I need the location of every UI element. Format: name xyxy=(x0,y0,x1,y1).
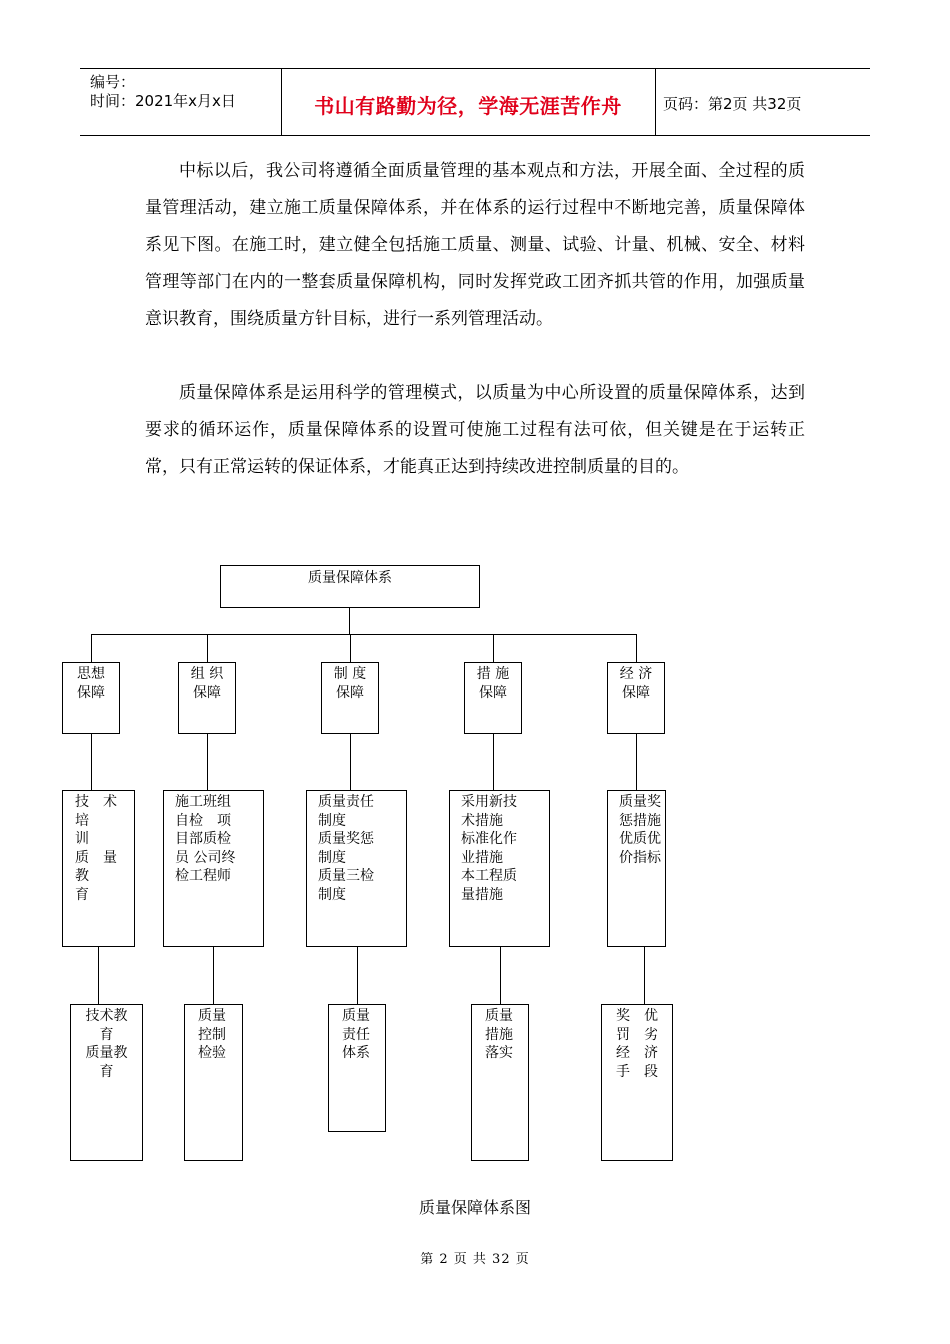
diagram-caption: 质量保障体系图 xyxy=(418,1198,531,1217)
diagram-level2-box-1-line: 技 术 xyxy=(75,794,117,810)
diagram-level2-box-2-line: 自检 项 xyxy=(175,812,231,829)
diagram-level3-box-1 xyxy=(70,1004,143,1161)
diagram-level3-box-1-line: 育 xyxy=(99,1026,114,1043)
diagram-branch-drop-4 xyxy=(493,634,494,662)
body-paragraph-1: 中标以后，我公司将遵循全面质量管理的基本观点和方法，开展全面、全过程的质量管理活动，建立施工质量保障体系，并在体系的运行过程中不断地完善，质量保障体系见下图。在施工时，建立健全包括施工质量、测量、试验、计量、机械、安全、材料管理等部门在内的一整套质量保障机构，同时发挥党政工团齐抓共管的作用，加强质量意识教育，围绕质量方针目标，进行一系列管理活动。 xyxy=(145,161,805,329)
diagram-level3-box-5-line: 经 济 xyxy=(616,1045,658,1061)
diagram-level2-box-4-line: 采用新技 xyxy=(461,794,517,810)
diagram-level3-box-1-line: 育 xyxy=(99,1063,114,1080)
diagram-level1-box-3-line: 制 度 xyxy=(333,666,367,682)
diagram-level1-to-level2-5 xyxy=(636,734,637,790)
diagram-level2-box-4-line: 标准化作 xyxy=(461,831,517,847)
diagram-level1-box-4-line: 保障 xyxy=(479,684,507,701)
page-footer: 第 2 页 共 32 页 xyxy=(420,1252,530,1267)
diagram-level1-box-4-line: 措 施 xyxy=(476,666,510,682)
diagram-level1-box-2 xyxy=(178,662,236,734)
diagram-level3-box-4-line: 措施 xyxy=(485,1026,513,1043)
diagram-level2-box-1-line: 训 xyxy=(75,831,89,847)
diagram-level3-box-1-line: 质量教 xyxy=(85,1045,128,1061)
header-page-label: 页码：第2页 共32页 xyxy=(663,95,802,113)
diagram-level3-box-3-line: 体系 xyxy=(342,1045,370,1061)
diagram-level3-box-2 xyxy=(184,1004,243,1161)
diagram-level2-box-3-line: 质量三检 xyxy=(318,868,374,884)
diagram-level1-box-4 xyxy=(464,662,522,734)
diagram-level3-box-2-line: 检验 xyxy=(198,1045,226,1061)
diagram-level2-box-3-line: 质量奖惩 xyxy=(318,831,374,847)
diagram-level2-box-1 xyxy=(62,790,135,947)
diagram-branch-drop-2 xyxy=(207,634,208,662)
diagram-level3-box-4 xyxy=(471,1004,529,1161)
diagram-level2-box-2-line: 施工班组 xyxy=(175,794,231,810)
diagram-level3-box-5 xyxy=(601,1004,673,1161)
diagram-level2-box-2 xyxy=(163,790,264,947)
diagram-level1-box-1 xyxy=(62,662,120,734)
diagram-level1-box-3 xyxy=(321,662,379,734)
diagram-level3-box-3 xyxy=(328,1004,386,1132)
diagram-level3-box-5-line: 手 段 xyxy=(616,1063,658,1080)
diagram-level1-box-2-line: 组 织 xyxy=(190,666,224,682)
header-top-rule xyxy=(80,68,870,69)
diagram-horizontal-bus xyxy=(91,634,637,635)
diagram-level1-box-5 xyxy=(607,662,665,734)
diagram-level2-to-level3-3 xyxy=(357,947,358,1004)
diagram-level1-box-1-line: 保障 xyxy=(77,684,105,701)
header-divider-right xyxy=(655,68,656,136)
diagram-level2-box-5-line: 惩措施 xyxy=(619,812,661,829)
diagram-level3-box-2-line: 质量 xyxy=(198,1008,226,1024)
diagram-level2-box-3-line: 制度 xyxy=(318,812,346,829)
diagram-level2-box-3-line: 质量责任 xyxy=(318,794,374,810)
diagram-level2-box-1-line: 教 xyxy=(75,868,89,884)
header-motto: 书山有路勤为径，学海无涯苦作舟 xyxy=(314,94,622,118)
diagram-level3-box-2-line: 控制 xyxy=(198,1026,226,1043)
diagram-root-connector xyxy=(349,608,350,635)
diagram-level2-box-5-line: 质量奖 xyxy=(619,794,661,810)
diagram-level3-box-5-line: 奖 优 xyxy=(616,1008,658,1024)
header-bottom-rule xyxy=(80,135,870,136)
diagram-level2-box-3-line: 制度 xyxy=(318,886,346,903)
diagram-level3-box-5-line: 罚 劣 xyxy=(616,1026,658,1043)
diagram-level3-box-4-line: 质量 xyxy=(485,1008,513,1024)
diagram-branch-drop-1 xyxy=(91,634,92,662)
diagram-level2-box-5-line: 优质优 xyxy=(619,831,661,847)
diagram-level2-box-3 xyxy=(306,790,407,947)
diagram-level1-box-3-line: 保障 xyxy=(336,684,364,701)
diagram-level2-box-4-line: 术措施 xyxy=(461,812,503,829)
diagram-level1-to-level2-1 xyxy=(91,734,92,790)
diagram-level3-box-4-line: 落实 xyxy=(485,1045,513,1061)
diagram-level2-box-3-line: 制度 xyxy=(318,849,346,866)
diagram-level2-to-level3-2 xyxy=(213,947,214,1004)
diagram-level2-to-level3-4 xyxy=(500,947,501,1004)
diagram-level2-box-4 xyxy=(449,790,550,947)
body-paragraph-2: 质量保障体系是运用科学的管理模式，以质量为中心所设置的质量保障体系，达到要求的循环运作，质量保障体系的设置可使施工过程有法可依，但关键是在于运转正常，只有正常运转的保证体系，才能真正达到持续改进控制质量的目的。 xyxy=(145,383,805,477)
diagram-level1-box-2-line: 保障 xyxy=(193,684,221,701)
diagram-level3-box-3-line: 质量 xyxy=(342,1008,370,1024)
diagram-level2-box-4-line: 本工程质 xyxy=(461,868,517,884)
diagram-level1-to-level2-2 xyxy=(207,734,208,790)
diagram-branch-drop-3 xyxy=(350,634,351,662)
diagram-level2-box-1-line: 育 xyxy=(75,886,89,903)
diagram-level2-box-2-line: 检工程师 xyxy=(175,868,231,884)
header-time-label: 时间：2021年x月x日 xyxy=(90,92,236,110)
diagram-level2-box-4-line: 量措施 xyxy=(461,886,503,903)
diagram-level2-box-1-line: 质 量 xyxy=(75,849,117,866)
diagram-level2-to-level3-5 xyxy=(644,947,645,1004)
header-number-label: 编号： xyxy=(90,73,136,91)
diagram-level3-box-1-line: 技术教 xyxy=(85,1008,128,1024)
diagram-level2-box-2-line: 员 公司终 xyxy=(175,849,236,866)
diagram-level2-box-5-line: 价指标 xyxy=(619,849,661,866)
diagram-root-box xyxy=(220,565,480,608)
diagram-root-label: 质量保障体系 xyxy=(308,570,392,586)
diagram-level1-box-5-line: 经 济 xyxy=(619,666,653,682)
diagram-level3-box-3-line: 责任 xyxy=(342,1026,370,1043)
diagram-level1-to-level2-3 xyxy=(350,734,351,790)
diagram-level2-to-level3-1 xyxy=(98,947,99,1004)
diagram-level1-to-level2-4 xyxy=(493,734,494,790)
diagram-level2-box-5 xyxy=(607,790,666,947)
diagram-level1-box-1-line: 思想 xyxy=(77,666,105,682)
diagram-level1-box-5-line: 保障 xyxy=(622,684,650,701)
diagram-level2-box-1-line: 培 xyxy=(75,812,89,829)
diagram-branch-drop-5 xyxy=(636,634,637,662)
diagram-level2-box-2-line: 目部质检 xyxy=(175,831,231,847)
diagram-level2-box-4-line: 业措施 xyxy=(461,849,503,866)
